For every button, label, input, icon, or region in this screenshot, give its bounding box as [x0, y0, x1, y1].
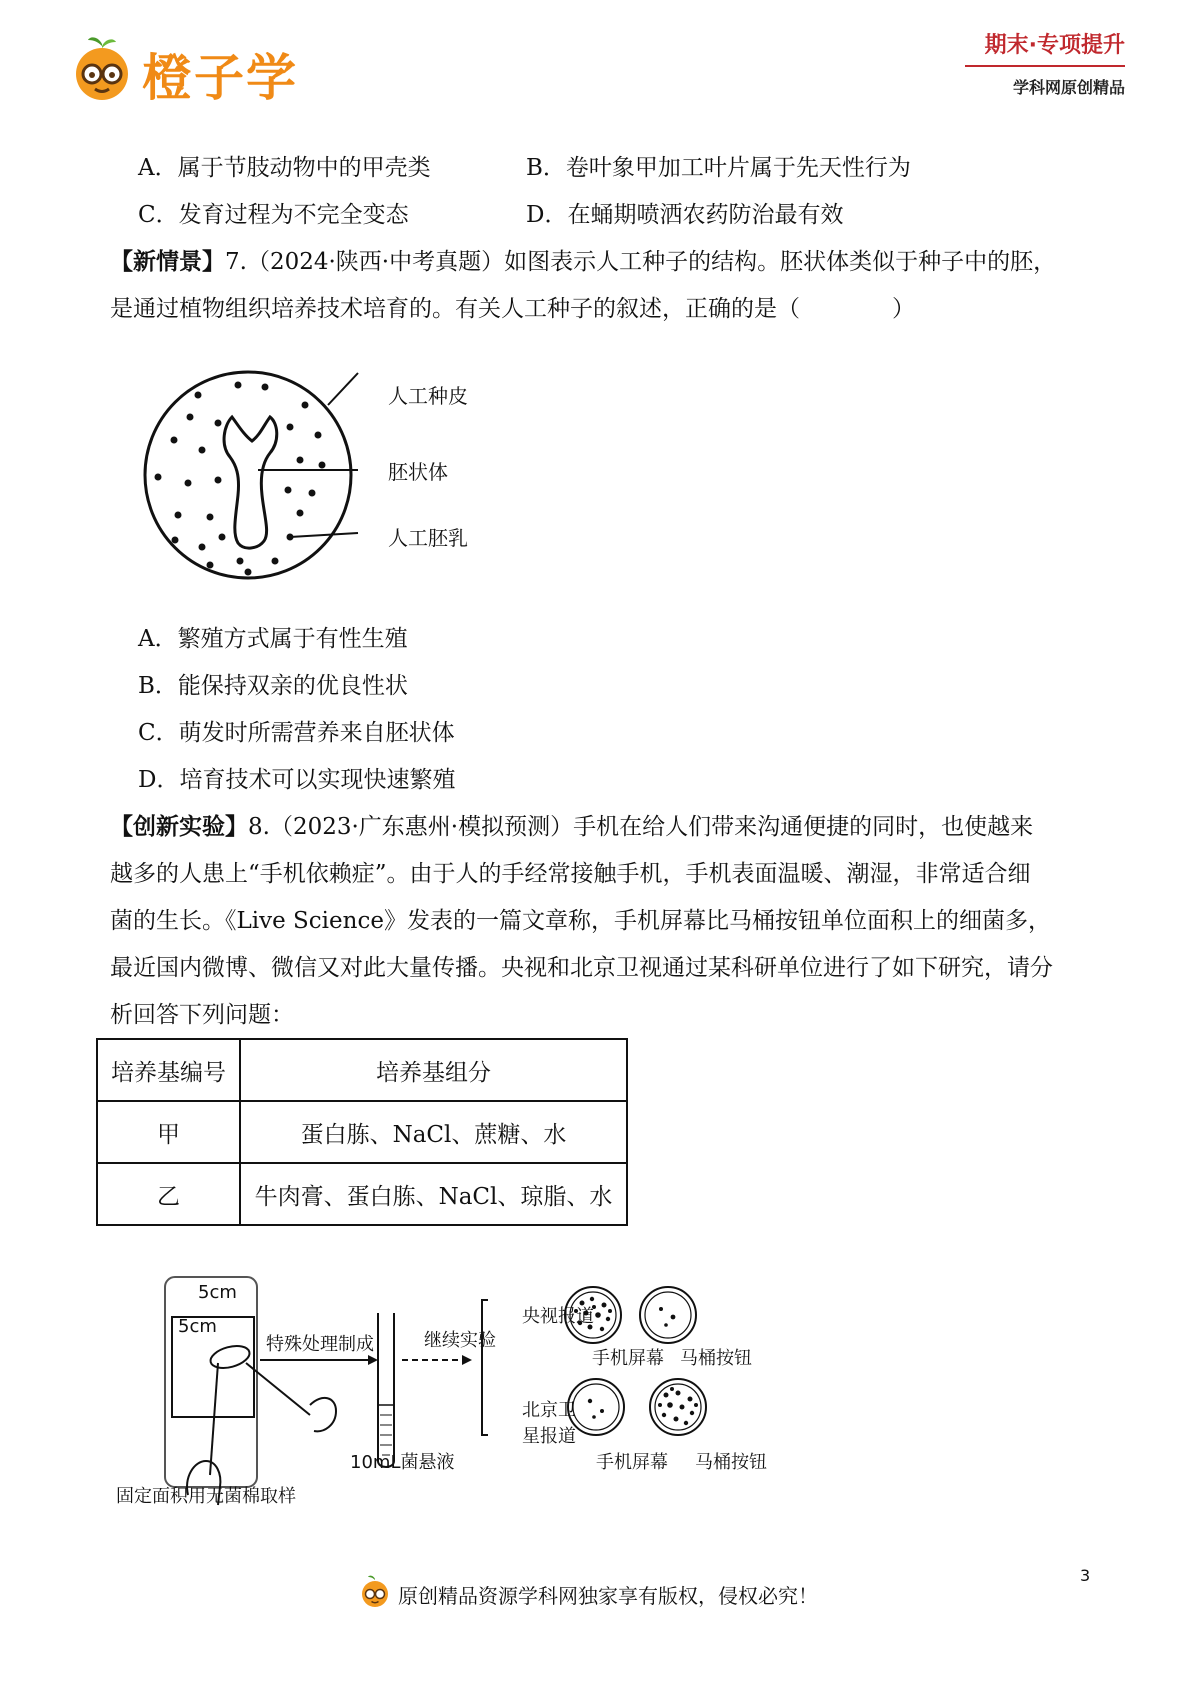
series-title — [965, 28, 1125, 98]
label-embryoid: 胚状体 — [388, 460, 448, 484]
q7-option-d: D．培育技术可以实现快速繁殖 — [138, 767, 456, 793]
label-dim-width: 5cm — [198, 1282, 237, 1303]
q6-option-c: C．发育过程为不完全变态 — [138, 202, 409, 228]
q8-line-3: 菌的生长。《Live Science》发表的一篇文章称，手机屏幕比马桶按钮单位面积上的细菌多， — [110, 908, 1051, 934]
table-cell: 牛肉膏、蛋白胨、NaCl、琼脂、水 — [240, 1163, 627, 1225]
label-toilet-button-2: 马桶按钮 — [695, 1452, 767, 1473]
q6-option-a: A．属于节肢动物中的甲壳类 — [138, 155, 431, 181]
publisher-label: 学科网原创精品 — [1012, 78, 1125, 97]
brand-logo — [68, 34, 298, 107]
label-sampling-method: 固定面积用无菌棉取样 — [116, 1486, 296, 1507]
series-label: 期末·专项提升 — [965, 28, 1125, 67]
medium-composition-table — [96, 1038, 628, 1226]
label-btv-report-1: 北京卫 — [522, 1400, 576, 1421]
q8-line-2: 越多的人患上“手机依赖症”。由于人的手经常接触手机，手机表面温暖、潮湿，非常适合细 — [110, 861, 1031, 887]
label-phone-screen-2: 手机屏幕 — [596, 1452, 668, 1473]
table-header-row — [97, 1039, 627, 1101]
label-special-processing: 特殊处理制成 — [266, 1334, 374, 1355]
label-artificial-endosperm: 人工胚乳 — [388, 526, 468, 550]
table-cell: 蛋白胨、NaCl、蔗糖、水 — [240, 1101, 627, 1163]
q7-tag: 【新情景】 — [110, 249, 225, 275]
q8-tag: 【创新实验】 — [110, 814, 248, 840]
orange-mascot-icon — [68, 34, 136, 102]
q7-option-b: B．能保持双亲的优良性状 — [138, 673, 408, 699]
label-phone-screen-1: 手机屏幕 — [592, 1348, 664, 1369]
label-toilet-button-1: 马桶按钮 — [680, 1348, 752, 1369]
q7-line-1: 【新情景】7.（2024·陕西·中考真题）如图表示人工种子的结构。胚状体类似于种子中的胚， — [110, 249, 1057, 275]
table-row — [97, 1163, 627, 1225]
table-row — [97, 1101, 627, 1163]
label-cctv-report: 央视报道 — [522, 1306, 594, 1327]
copyright-notice: 原创精品资源学科网独家享有版权，侵权必究！ — [398, 1584, 818, 1608]
q7-line-2: 是通过植物组织培养技术培育的。有关人工种子的叙述，正确的是（ ） — [110, 296, 915, 322]
table-header-cell: 培养基组分 — [240, 1039, 627, 1101]
q8-line-4: 最近国内微博、微信又对此大量传播。央视和北京卫视通过某科研单位进行了如下研究，请分 — [110, 955, 1053, 981]
table-header-cell: 培养基编号 — [97, 1039, 240, 1101]
q8-line-1: 【创新实验】8.（2023·广东惠州·模拟预测）手机在给人们带来沟通便捷的同时，也使越来 — [110, 814, 1034, 840]
page-number: 3 — [1080, 1566, 1091, 1585]
label-bacterial-suspension: 10mL菌悬液 — [350, 1452, 455, 1473]
brand-name: 橙子学 — [142, 49, 298, 107]
label-dim-height: 5cm — [178, 1316, 217, 1337]
label-btv-report-2: 星报道 — [522, 1426, 576, 1447]
q7-option-c: C．萌发时所需营养来自胚状体 — [138, 720, 455, 746]
table-cell: 乙 — [97, 1163, 240, 1225]
label-continue-experiment: 继续实验 — [424, 1330, 496, 1351]
table-cell: 甲 — [97, 1101, 240, 1163]
q6-option-b: B．卷叶象甲加工叶片属于先天性行为 — [526, 155, 911, 181]
q8-line-5: 析回答下列问题： — [110, 1002, 294, 1028]
label-artificial-seed-coat: 人工种皮 — [388, 384, 468, 408]
q6-option-d: D．在蛹期喷洒农药防治最有效 — [526, 202, 844, 228]
orange-mascot-icon — [358, 1574, 392, 1608]
q7-option-a: A．繁殖方式属于有性生殖 — [138, 626, 408, 652]
